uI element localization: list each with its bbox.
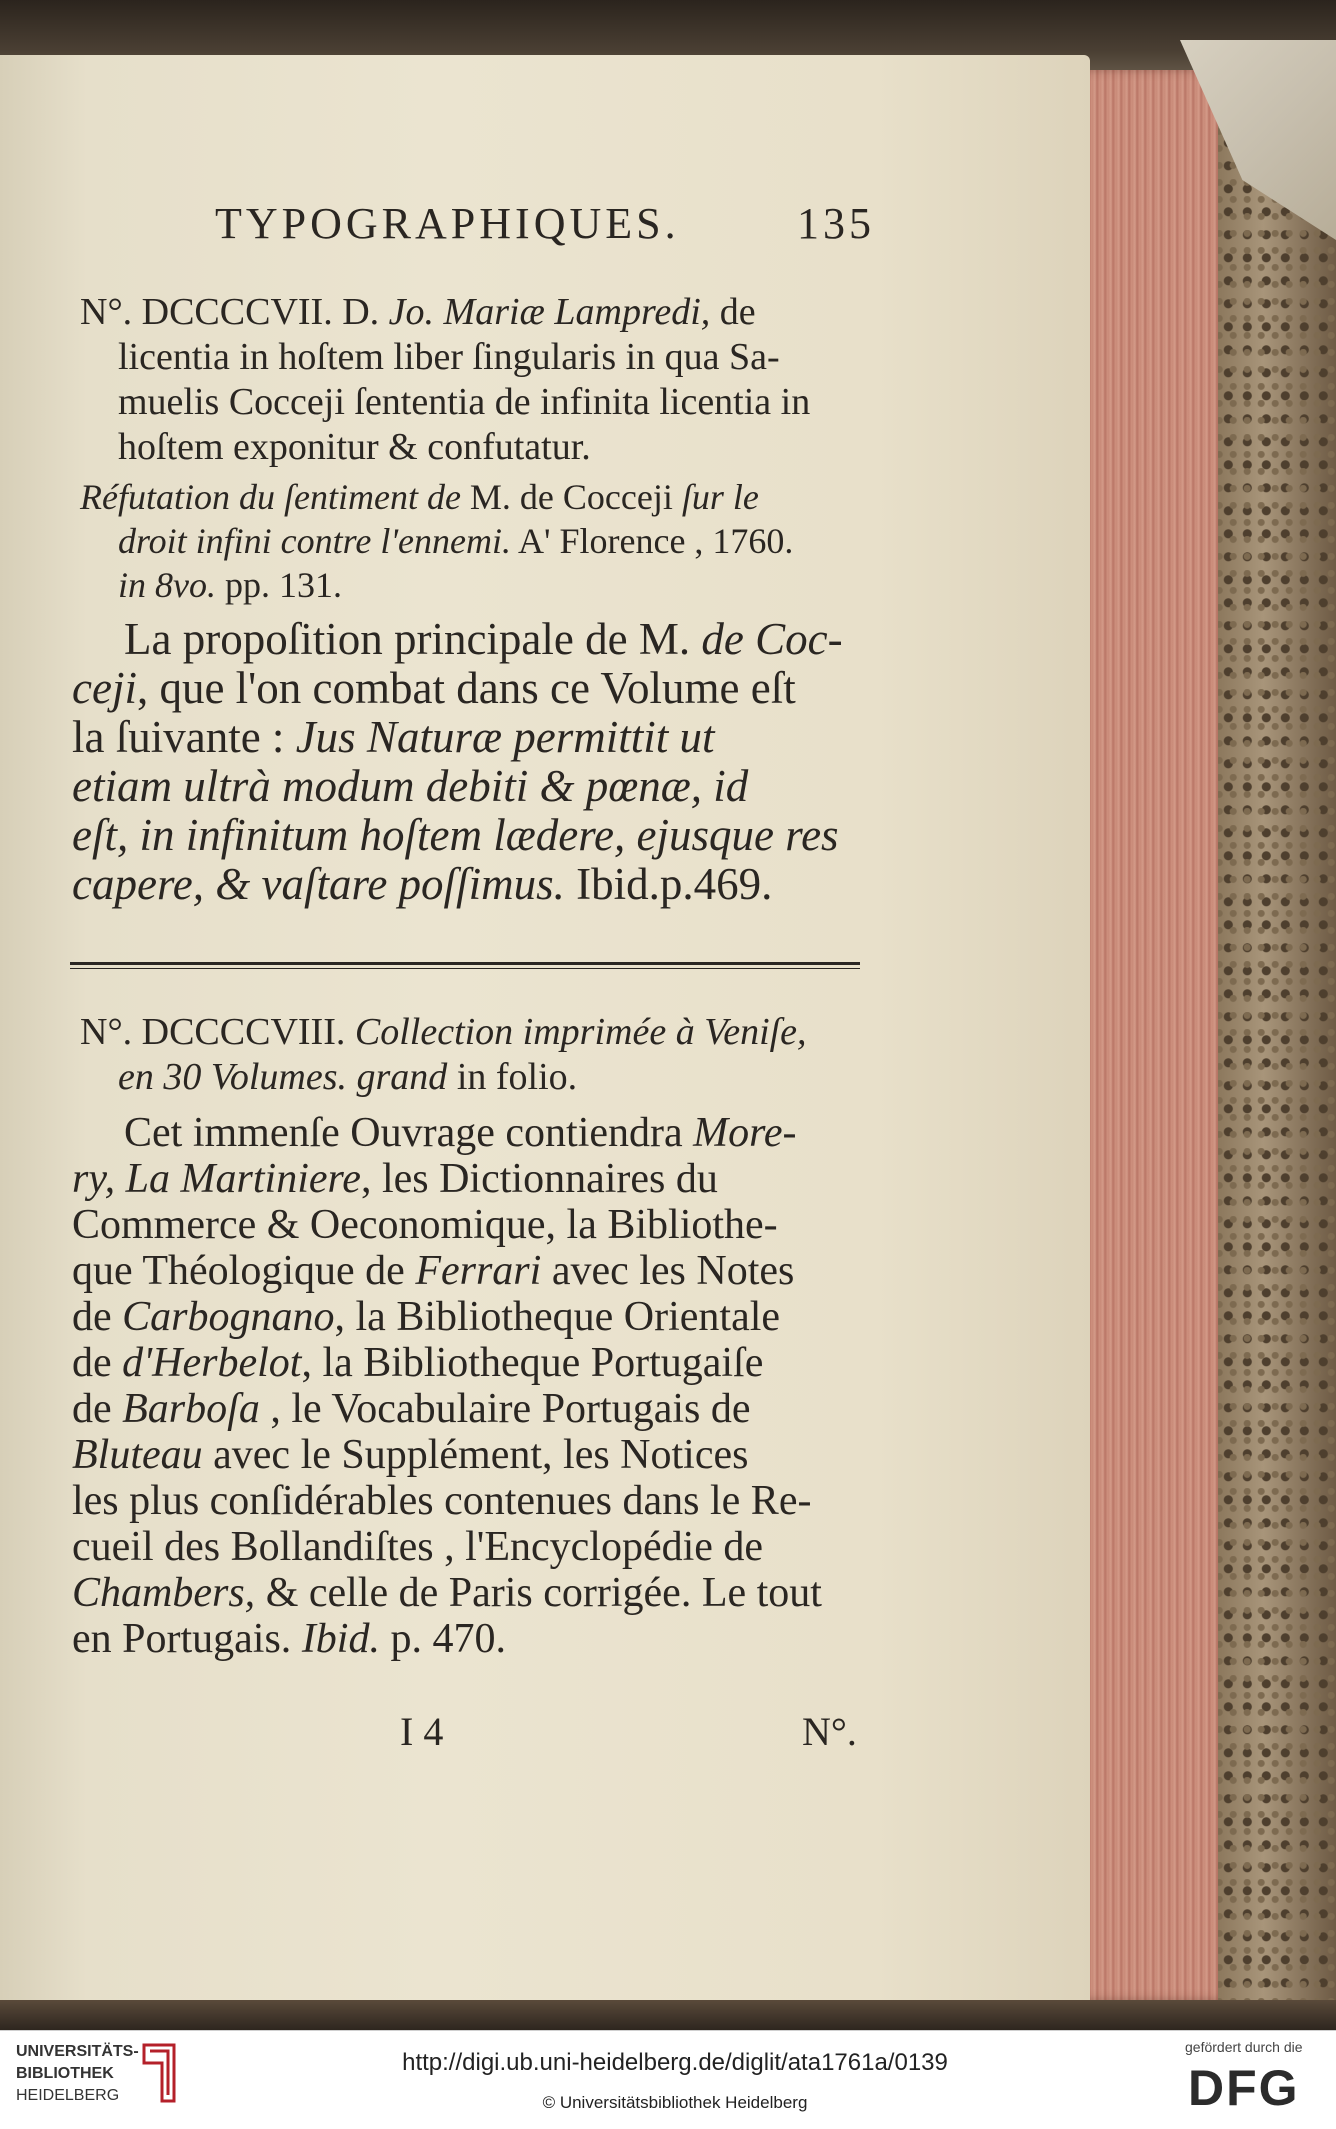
- para-text: avec le Supplément, les Notices: [202, 1432, 749, 1478]
- library-emblem-icon: [140, 2041, 178, 2105]
- para-text: la ſuivante :: [72, 712, 296, 762]
- library-name-line: UNIVERSITÄTS-: [16, 2043, 139, 2060]
- french-title-italic: Réfutation du ſentiment de: [80, 477, 461, 517]
- para-text: Cet immenſe Ouvrage contiendra: [124, 1110, 694, 1156]
- para-text: & celle de Paris corrigée. Le tout: [255, 1570, 822, 1616]
- marbled-cover: [1215, 60, 1336, 2020]
- entry-title: en 30 Volumes. grand: [118, 1056, 448, 1098]
- para-text: de: [72, 1294, 123, 1340]
- library-name-line: BIBLIOTHEK: [16, 2065, 114, 2082]
- section-rule: [70, 962, 860, 969]
- signature-mark: I 4: [400, 1709, 444, 1754]
- latin-quote: etiam ultrà modum debiti & pœnæ, id: [72, 761, 749, 811]
- permalink[interactable]: http://digi.ub.uni-heidelberg.de/diglit/ata1761a/0139: [402, 2049, 948, 2076]
- french-pages: pp. 131.: [215, 565, 342, 605]
- entry-line: hoſtem exponitur & confutatur.: [118, 426, 591, 468]
- para-text: les plus conſidérables contenues dans le Re-: [72, 1478, 812, 1524]
- entry-dccccviii: [80, 1010, 870, 1100]
- paragraph-1: [72, 615, 872, 909]
- para-italic: ry, La Martiniere: [72, 1156, 361, 1202]
- para-italic: d'Herbelot: [122, 1340, 302, 1386]
- copyright-notice: © Universitätsbibliothek Heidelberg: [542, 2093, 808, 2112]
- latin-quote: eſt, in infinitum hoſtem lædere, ejusque res: [72, 810, 839, 860]
- entry-line: licentia in hoſtem liber ſingularis in qua Sa-: [118, 336, 780, 378]
- para-text: Commerce & Oeconomique, la Bibliothe-: [72, 1202, 778, 1248]
- para-text: , la Bibliotheque Orientale: [334, 1294, 781, 1340]
- entry-dccccvii: [80, 290, 870, 470]
- para-italic: Ferrari: [415, 1248, 542, 1294]
- french-title-italic: droit infini contre l'ennemi.: [118, 521, 511, 561]
- entry-french-title: [80, 475, 870, 607]
- entry-format: in folio.: [447, 1056, 578, 1098]
- funder-label: gefördert durch die: [1185, 2039, 1303, 2055]
- para-text: , la Bibliotheque Portugaiſe: [301, 1340, 764, 1386]
- book-binding-bottom: [0, 2000, 1336, 2030]
- citation: Ibid.p.469.: [564, 859, 773, 909]
- french-imprint: A' Florence , 1760.: [510, 521, 794, 561]
- para-text: de: [72, 1340, 123, 1386]
- catchword: N°.: [802, 1709, 857, 1754]
- para-text: cueil des Bollandiſtes , l'Encyclopédie de: [72, 1524, 764, 1570]
- para-text: , les Dictionnaires du: [360, 1156, 718, 1202]
- para-italic: Ibid.: [301, 1616, 380, 1662]
- para-text: en Portugais.: [72, 1616, 302, 1662]
- red-page-edges: [1068, 70, 1218, 2000]
- french-title-roman: M. de Cocceji: [460, 477, 682, 517]
- dfg-logo[interactable]: DFG: [1188, 2060, 1300, 2116]
- footer-bar: [0, 2030, 1336, 2129]
- para-italic: Carbognano: [122, 1294, 335, 1340]
- page-number: 135: [797, 199, 875, 248]
- entry-number: N°. DCCCCVII. D.: [80, 291, 380, 333]
- entry-line: [80, 290, 870, 335]
- para-text: de: [72, 1386, 123, 1432]
- para-italic: More-: [693, 1110, 797, 1156]
- library-name-line: HEIDELBERG: [16, 2087, 120, 2104]
- running-head: [215, 198, 875, 249]
- entry-line: muelis Cocceji ſententia de infinita licentia in: [118, 381, 811, 423]
- para-text: La propoſition principale de M.: [124, 614, 702, 664]
- latin-quote: capere, & vaſtare poſſimus.: [72, 859, 565, 909]
- para-italic: Bluteau: [72, 1432, 203, 1478]
- para-italic: Barboſa: [122, 1386, 260, 1432]
- para-text: que Théologique de: [72, 1248, 416, 1294]
- entry-text: de: [710, 291, 756, 333]
- para-italic: de Coc-: [701, 614, 843, 664]
- para-text: avec les Notes: [541, 1248, 795, 1294]
- para-text: , le Vocabulaire Portugais de: [259, 1386, 751, 1432]
- entry-number: N°. DCCCCVIII.: [80, 1011, 355, 1053]
- para-italic: ceji: [72, 663, 137, 713]
- para-italic: Chambers,: [72, 1570, 256, 1616]
- entry-title: Collection imprimée à Veniſe,: [354, 1011, 807, 1053]
- french-format: in 8vo.: [118, 565, 216, 605]
- paragraph-2: [72, 1110, 872, 1662]
- running-head-title: TYPOGRAPHIQUES.: [215, 199, 680, 248]
- french-title-italic: ſur le: [681, 477, 759, 517]
- latin-quote: Jus Naturæ permittit ut: [295, 712, 715, 762]
- entry-author: Jo. Mariæ Lampredi,: [388, 291, 711, 333]
- para-text: p. 470.: [379, 1616, 506, 1662]
- para-text: , que l'on combat dans ce Volume eſt: [136, 663, 796, 713]
